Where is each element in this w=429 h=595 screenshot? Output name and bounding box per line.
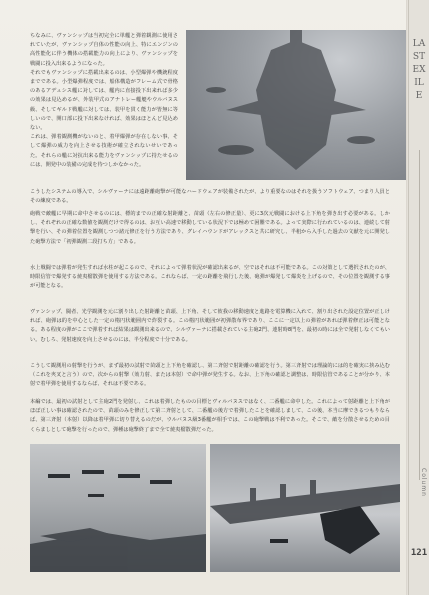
- paragraph-software: こうしたシステムの導入で、シルヴァーナには遠距離砲撃が可能なハードウェアが装備されたが、より重要なのはそれを扱うソフトウェア、つまり人員とその練度である。: [30, 189, 390, 205]
- paragraph: それでもヴァンシップに搭載出来るのは、小型爆弾や機銃程度までである。小型爆弾程度では、船体構造がフレーム式で骨格のあるアデュシス艦に対しては、艦内に直接投下出来れば多少の効果は見込めるが、外装甲式のアナトレー艦艇やウルバヌス級、そしてギルド戦艦に対しては、装甲を貫く能力が皆無に等しいので、開口部に投下出来なければ、効果はほとんど見込めない。: [30, 69, 178, 132]
- airship-fleet-illustration: [30, 444, 206, 572]
- side-divider: [419, 150, 420, 480]
- paragraph-salvo: こうして観測用の射撃を行うが、まず最初の試射で苗頭と上下角を確認し、第二斉射で射距離の確認を行う。第三斉射では理論的には的を確実に挟み込む（これを夾叉と言う）ので、次からの射撃（効力射、または本射）で命中弾が発生する。なお、上下角の確認と調整は、時限信管であることが分かり、本射で着甲弾を使用するならば、それは不要である。: [30, 363, 390, 388]
- page-number: 121: [410, 548, 428, 558]
- airship-silhouette-icon: [186, 30, 406, 180]
- paragraph: ちなみに、ヴァンシップは当初完全に単艦と弾着観測に使用されていたが、ヴァンシップ自体の性能の向上、特にエンジンの高性能化に伴う機体の搭載能力の向上により、ヴァンシップを戦闘に投入出来るようになった。: [30, 33, 178, 67]
- battleship-silhouette-icon: [210, 444, 400, 572]
- fleet-silhouette-icon: [30, 444, 206, 572]
- airship-illustration-top: [186, 30, 406, 180]
- paragraph: これは、弾着観測機がないのと、着甲爆弾が存在しない事、そして爆弾の威力を向上させる技術が確立されないせいであった。それらの艦に対抗出来る能力をヴァンシップに持たせるのには、開発中の装備の完成を待つしかなかった。: [30, 134, 178, 168]
- paragraph-vanship-observation: ヴァンシップ、闘者、光学観測を元に割り出した射距離と苗頭、上下角、そして彼我の移動速度と進路を電算機に入れて、割り出された設定位置が正しければ、砲弾は的を中心とした一定の楕円状範囲内で炸裂する。この楕円状範囲が初弾散布界であり、ここに一定以上の弾着があれば弾着修正は可能となる。ある程度の弾がここで弾着すれば結果は観測出来るので、シルヴァーナに搭載されている主砲2門、連射時8門を、最初の時には全で発射しなくてもいい。むしろ、発射速度を向上させるのには、半分程度で十分である。: [30, 309, 390, 343]
- battleship-illustration: [210, 444, 400, 572]
- series-title: LASTEXILE: [412, 39, 426, 101]
- section-label: Column: [420, 468, 427, 497]
- column-text-top: [30, 32, 178, 170]
- paragraph-gunnery: 砲戦で敵艦に早期に命中させるのには、標的までの正確な射距離と、苗頭（左右の修正量）、更に3次元戦闘における上下角を弾き出す必要がある。しかし、それぞれの正確な数値を観測だけで得るのは、お互い高速で移動している状況下では極めて困難である。よって実際に行われているのは、連続して射撃を行い、その弾着位置を観測しつつ諸元修正を行う方法であり、グレイハウンドがアレックスと共に研究し、半租から入手した過去の文献を元に開発した砲撃方法で「初弾観測二段打ち方」である。: [30, 211, 390, 245]
- side-band: [408, 0, 429, 595]
- paragraph-waterline: 水上戦闘では弾着が発生すれば水柱が起こるので、それによって弾着状況が確認出来るが、空ではそれは不可能である。この対策として選択されたのが、時限信管で爆発する焼夷榴散弾を使用する方法である。これならば、一定の距離を飛行した後、砲弾が爆発して爆炎を上げるので、その位置を観測する事が可能となる。: [30, 265, 390, 290]
- paragraph-episode: 本編では、最初の試射として主砲2門を発射し、これは着弾したものの目標とヴィルバヌスではなく、二番艦に命中した。これによって射距離と上下角がほぼ正しい事は確認されたので、苗頭のみを修正して第二斉射として、二番艦の後方で着弾したことを確認しまして、この後、本当に摩できるつもりならば、第三斉射（本射）以降は着甲弾に切り替えるのだが、ウルバヌス級3番艦が相手では、この砲撃戦は不利であった。そこで、敵を分散させるための目くらましとして砲撃を行ったので、弾種は砲撃終了まで全て焼夷榴散弾だった。: [30, 399, 390, 433]
